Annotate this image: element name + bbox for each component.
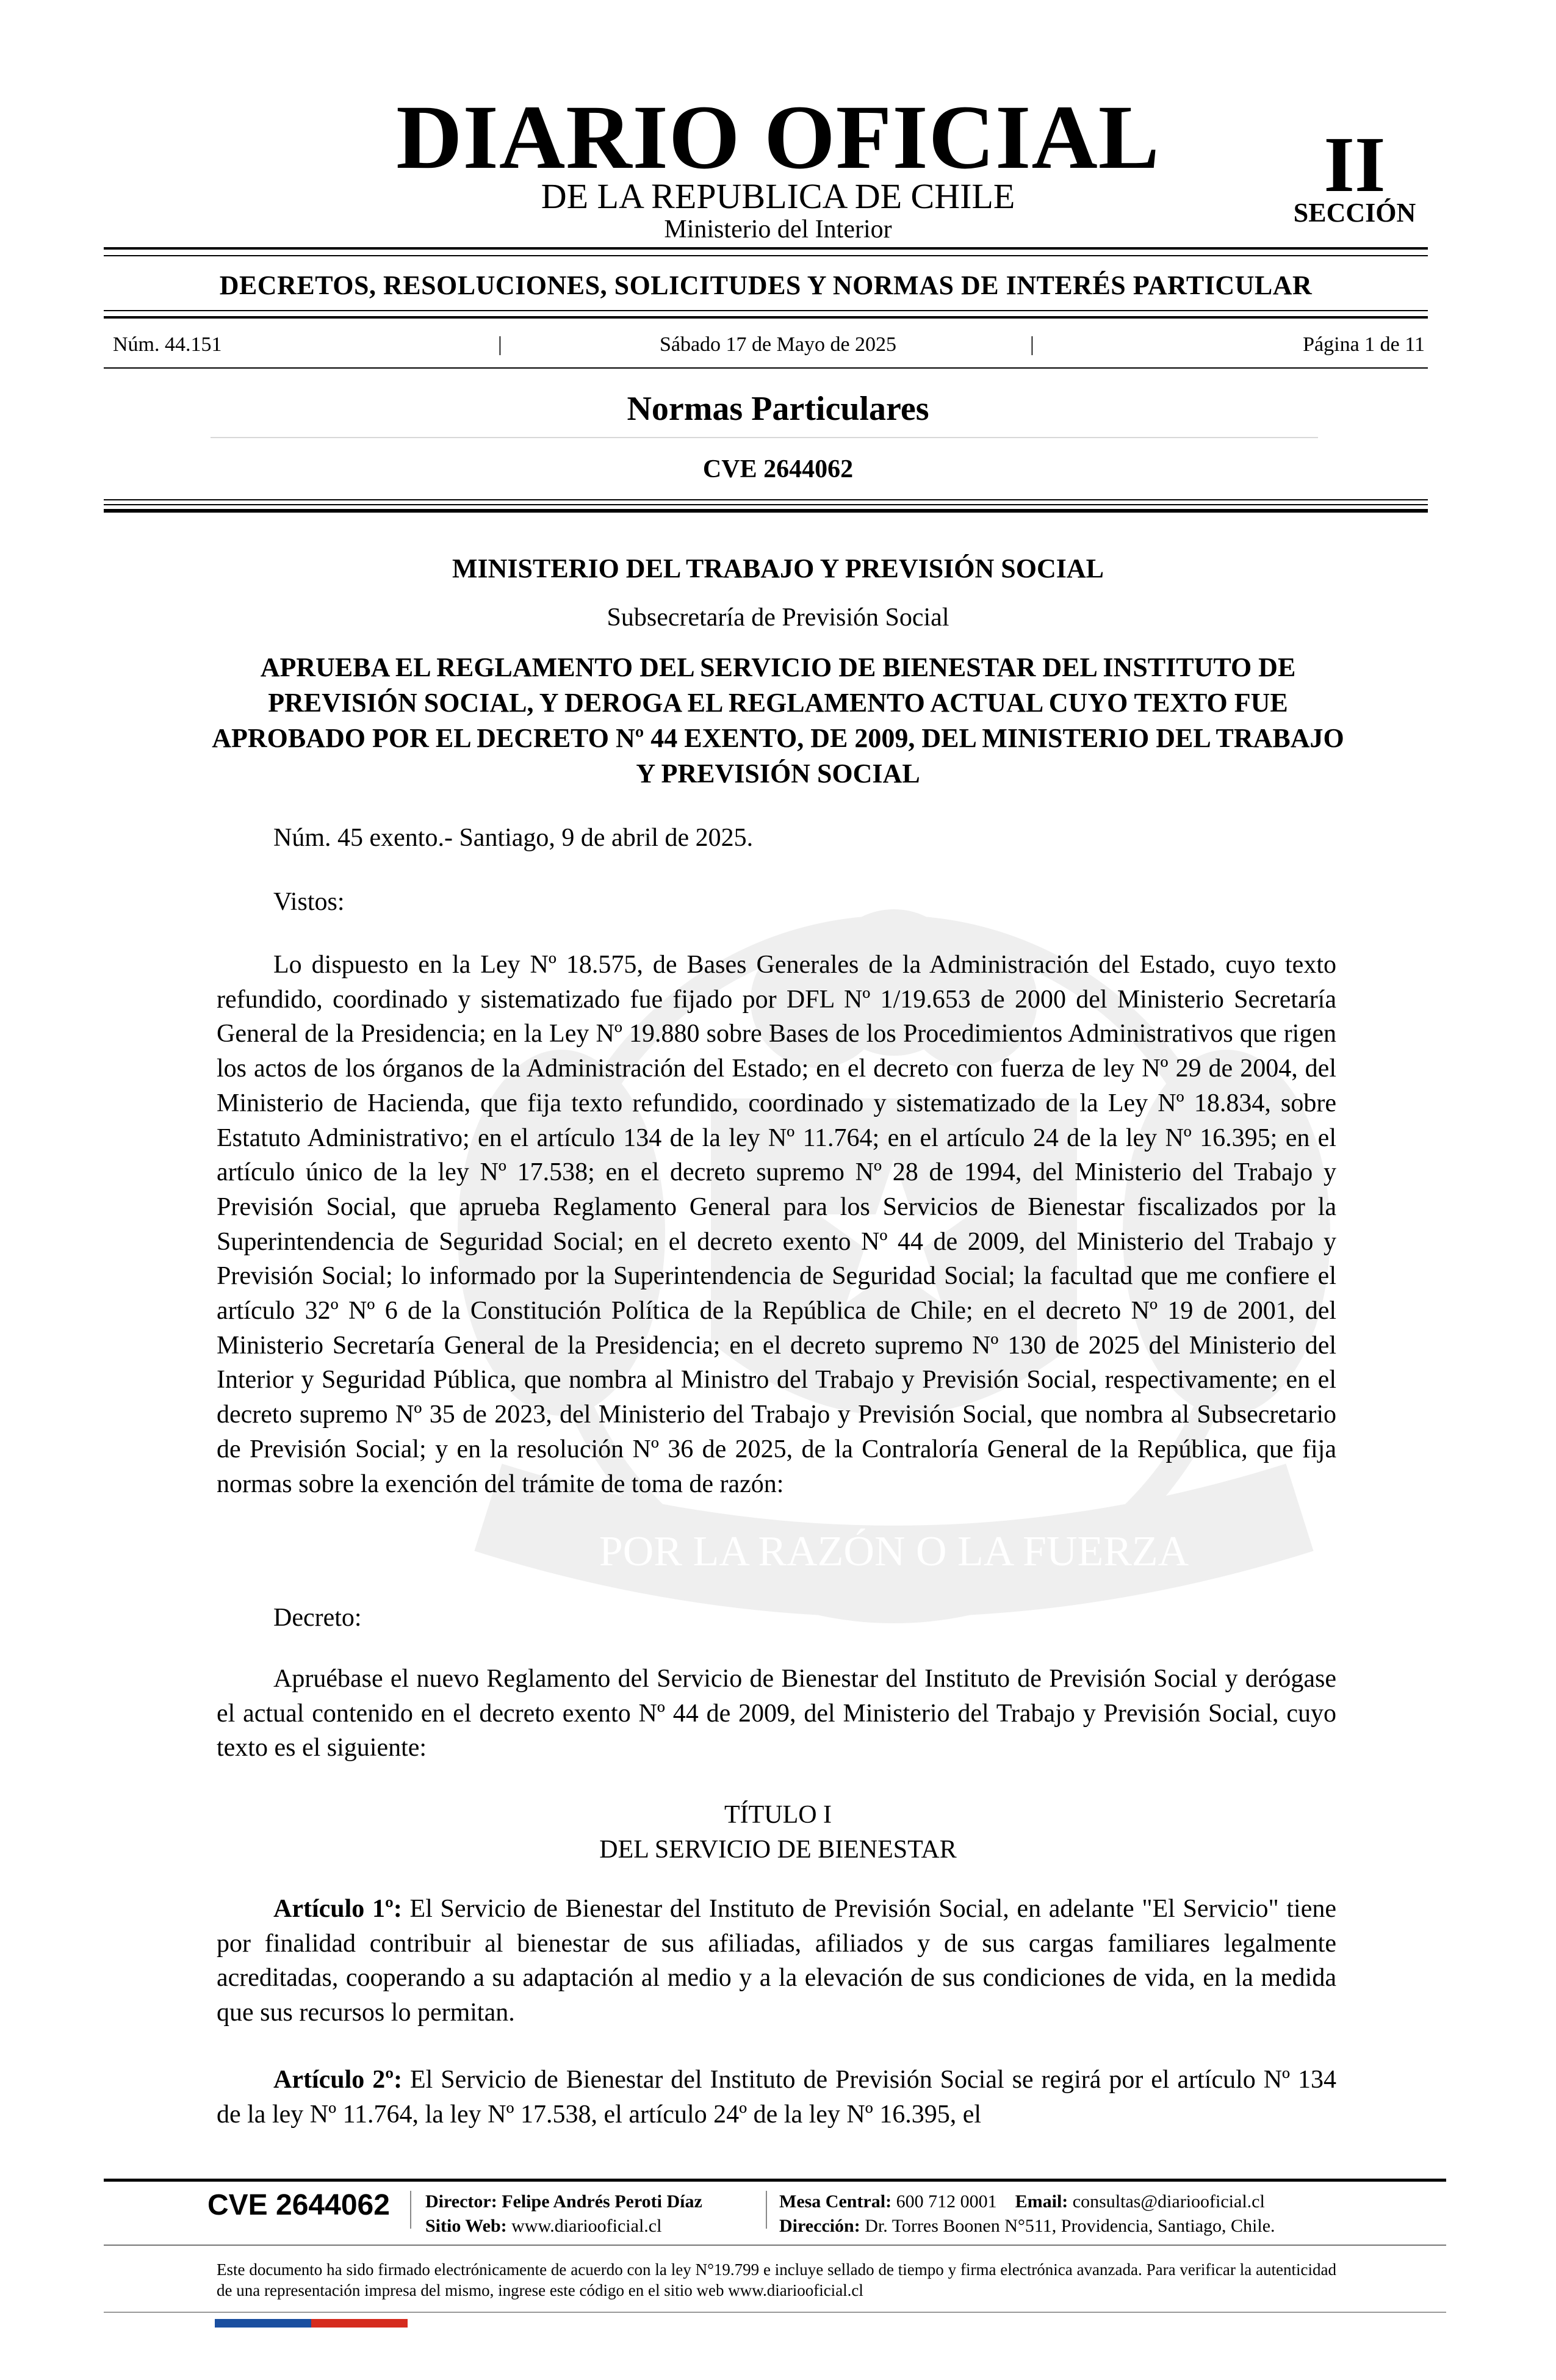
vistos-label: Vistos: bbox=[273, 888, 345, 916]
direccion-label: Dirección: bbox=[779, 2216, 860, 2236]
watermark-motto: POR LA RAZÓN O LA FUERZA bbox=[599, 1528, 1189, 1575]
page-number: Página 1 de 11 bbox=[1303, 333, 1425, 356]
infobar-separator: | bbox=[1030, 333, 1034, 356]
section-rule-thin bbox=[104, 310, 1428, 311]
section-title: DECRETOS, RESOLUCIONES, SOLICITUDES Y NORMAS DE INTERÉS PARTICULAR bbox=[219, 270, 1313, 300]
titulo-heading: DEL SERVICIO DE BIENESTAR bbox=[599, 1836, 957, 1864]
titulo-number: TÍTULO I bbox=[724, 1801, 832, 1829]
web-label: Sitio Web: bbox=[425, 2216, 507, 2236]
footer-rule-top bbox=[104, 2179, 1446, 2182]
article-1-text: El Servicio de Bienestar del Instituto de Previsión Social, en adelante "El Servicio" tiene por finalidad contribuir al bienestar de sus afiliadas, afiliados y de sus cargas familiares legalmente acreditadas, cooperando a su adaptación al medio y a la elevación de sus condiciones de vida, en la medida que sus recursos lo permitan. bbox=[217, 1895, 1336, 2027]
decree-number: Núm. 45 exento.- Santiago, 9 de abril de 2025. bbox=[273, 824, 754, 852]
decreto-paragraph: Apruébase el nuevo Reglamento del Servicio de Bienestar del Instituto de Previsión Social y derógase el actual contenido en el decreto exento Nº 44 de 2009, del Ministerio del Trabajo y Previsión Social, cuyo texto es el siguiente: bbox=[217, 1665, 1336, 1762]
masthead-title: DIARIO OFICIAL bbox=[396, 87, 1160, 188]
normas-rule bbox=[211, 437, 1318, 438]
section-number: II bbox=[1324, 121, 1386, 209]
email-value[interactable]: consultas@diariooficial.cl bbox=[1072, 2191, 1265, 2212]
infobar-rule bbox=[104, 367, 1428, 369]
issue-number: Núm. 44.151 bbox=[113, 333, 222, 356]
article-2 bbox=[217, 2063, 1336, 2132]
issue-date: Sábado 17 de Mayo de 2025 bbox=[659, 333, 897, 356]
vistos-paragraph: Lo dispuesto en la Ley Nº 18.575, de Bases Generales de la Administración del Estado, cuyo texto refundido, coordinado y sistematizado fue fijado por DFL Nº 1/19.653 de 2000 del Ministerio Secretaría General de la Presidencia; en la Ley Nº 19.880 sobre Bases de los Procedimientos Administrativos que rigen los actos de los órganos de la Administración del Estado; en el decreto con fuerza de ley Nº 29 de 2004, del Ministerio de Hacienda, que fija texto refundido, coordinado y sistematizado de la Ley Nº 18.834, sobre Estatuto Administrativo; en el artículo 134 de la ley Nº 11.764; en el artículo 24 de la ley Nº 16.395; en el artículo único de la ley Nº 17.538; en el decreto supremo Nº 28 de 1994, del Ministerio del Trabajo y Previsión Social, que aprueba Reglamento General para los Servicios de Bienestar fiscalizados por la Superintendencia de Seguridad Social; en el decreto exento Nº 44 de 2009, del Ministerio del Trabajo y Previsión Social; lo informado por la Superintendencia de Seguridad Social; la facultad que me confiere el artículo 32º Nº 6 de la Constitución Política de la República de Chile; en el decreto Nº 19 de 2001, del Ministerio Secretaría General de la Presidencia; en el decreto supremo Nº 130 de 2025 del Ministerio del Interior y Seguridad Pública, que nombra al Ministro del Trabajo y Previsión Social, respectivamente; en el decreto supremo Nº 35 de 2023, del Ministerio del Trabajo y Previsión Social, que nombra al Subsecretario de Previsión Social; y en la resolución Nº 36 de 2025, de la Contraloría General de la República, que fija normas sobre la exención del trámite de toma de razón: bbox=[217, 951, 1336, 1498]
footer-note: Este documento ha sido firmado electrónicamente de acuerdo con la ley N°19.799 e incluye sellado de tiempo y firma electrónica avanzada. Para verificar la autenticidad de una representación impresa del mismo, ingrese este código en el sitio web www.diariooficial.cl bbox=[217, 2260, 1336, 2299]
masthead-subtitle: DE LA REPUBLICA DE CHILE bbox=[541, 176, 1015, 216]
director-value: Felipe Andrés Peroti Díaz bbox=[502, 2191, 702, 2212]
masthead-rule-thick bbox=[104, 247, 1428, 250]
mesa-label: Mesa Central: bbox=[779, 2191, 892, 2212]
article-1 bbox=[217, 1892, 1336, 2030]
ministry-name: MINISTERIO DEL TRABAJO Y PREVISIÓN SOCIAL bbox=[452, 554, 1104, 583]
footer-cve: CVE 2644062 bbox=[207, 2189, 390, 2221]
mesa-value: 600 712 0001 bbox=[896, 2191, 997, 2212]
web-value[interactable]: www.diariooficial.cl bbox=[511, 2216, 662, 2236]
flag-stripe-blue bbox=[215, 2319, 311, 2328]
article-1-label: Artículo 1º: bbox=[273, 1895, 402, 1923]
footer-divider bbox=[766, 2191, 767, 2229]
infobar-separator: | bbox=[498, 333, 502, 356]
footer-contact bbox=[779, 2190, 1275, 2238]
footer-rule-mid bbox=[104, 2245, 1446, 2246]
header-rule-2 bbox=[104, 504, 1428, 505]
email-label: Email: bbox=[1015, 2191, 1068, 2212]
decreto-label: Decreto: bbox=[273, 1604, 362, 1632]
direccion-value: Dr. Torres Boonen N°511, Providencia, Santiago, Chile. bbox=[865, 2216, 1275, 2236]
flag-stripe-red bbox=[311, 2319, 408, 2328]
header-rule-1 bbox=[104, 499, 1428, 500]
article-2-label: Artículo 2º: bbox=[273, 2066, 403, 2094]
footer-rule-bottom bbox=[104, 2312, 1446, 2313]
masthead-rule-thin bbox=[104, 255, 1428, 256]
subsecretaria: Subsecretaría de Previsión Social bbox=[607, 604, 949, 632]
header-rule-3 bbox=[104, 509, 1428, 513]
article-2-text: El Servicio de Bienestar del Instituto de Previsión Social se regirá por el artículo Nº 134 de la ley Nº 11.764, la ley Nº 17.538, el artículo 24º de la ley Nº 16.395, el bbox=[217, 2066, 1337, 2129]
section-label: SECCIÓN bbox=[1293, 198, 1416, 228]
footer-divider bbox=[410, 2191, 411, 2229]
section-rule-thick bbox=[104, 316, 1428, 319]
cve-code: CVE 2644062 bbox=[702, 455, 854, 483]
director-label: Director: bbox=[425, 2191, 497, 2212]
footer-director bbox=[425, 2190, 702, 2238]
masthead-ministry: Ministerio del Interior bbox=[664, 215, 892, 243]
normas-title: Normas Particulares bbox=[627, 390, 929, 428]
decree-title: APRUEBA EL REGLAMENTO DEL SERVICIO DE BIENESTAR DEL INSTITUTO DE PREVISIÓN SOCIAL, Y DEROGA EL REGLAMENTO ACTUAL CUYO TEXTO FUE APROBADO POR EL DECRETO Nº 44 EXENTO, DE 2009, DEL MINISTERIO DEL TRABAJO Y PREVISIÓN SOCIAL bbox=[212, 652, 1344, 788]
